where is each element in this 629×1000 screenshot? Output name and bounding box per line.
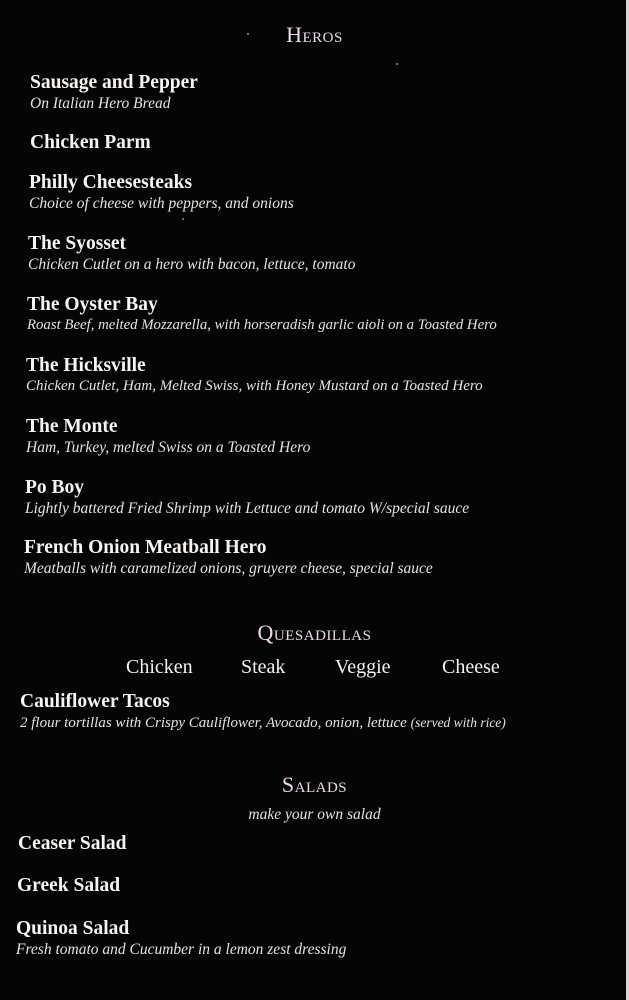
- dust-speck: [182, 218, 184, 220]
- item-name: Philly Cheesesteaks: [29, 172, 193, 193]
- item-name: Greek Salad: [17, 875, 121, 896]
- menu-item-quinoa-salad: [16, 918, 346, 959]
- quesadilla-option: Veggie: [335, 656, 391, 678]
- item-description: Ham, Turkey, melted Swiss on a Toasted Hero: [26, 439, 311, 456]
- menu-item-philly-cheesesteaks: [29, 172, 294, 213]
- item-description: Chicken Cutlet, Ham, Melted Swiss, with Honey Mustard on a Toasted Hero: [26, 378, 483, 394]
- dust-speck: [247, 33, 249, 35]
- item-note: (served with rice): [410, 715, 506, 730]
- quesadilla-options: [0, 656, 629, 682]
- item-name: The Hicksville: [26, 355, 146, 376]
- heros-section-title: Heros: [286, 22, 343, 47]
- menu-item-sausage-and-pepper: [30, 72, 198, 113]
- menu-item-po-boy: [25, 477, 469, 518]
- item-description: Lightly battered Fried Shrimp with Lettuce and tomato W/special sauce: [25, 500, 470, 517]
- quesadillas-section-title: Quesadillas: [257, 620, 372, 645]
- item-name: Chicken Parm: [30, 132, 151, 153]
- menu-item-the-hicksville: [26, 355, 483, 396]
- item-name: Po Boy: [25, 477, 85, 498]
- menu-item-the-oyster-bay: [27, 294, 497, 335]
- menu-item-ceaser-salad: [18, 833, 127, 855]
- item-description: Meatballs with caramelized onions, gruyere cheese, special sauce: [24, 560, 433, 577]
- menu-item-the-syosset: [28, 233, 355, 274]
- item-name: Cauliflower Tacos: [20, 691, 170, 712]
- item-name: Sausage and Pepper: [30, 72, 198, 93]
- menu-item-chicken-parm: [30, 132, 151, 154]
- item-name: Quinoa Salad: [16, 918, 130, 939]
- dust-speck: [396, 63, 398, 65]
- item-description: 2 flour tortillas with Crispy Cauliflower, Avocado, onion, lettuce: [20, 715, 407, 731]
- item-description: Chicken Cutlet on a hero with bacon, lettuce, tomato: [28, 256, 356, 273]
- item-description: On Italian Hero Bread: [30, 95, 171, 112]
- item-description: Choice of cheese with peppers, and onions: [29, 195, 294, 212]
- item-name: The Monte: [26, 416, 118, 437]
- item-name: French Onion Meatball Hero: [24, 537, 267, 558]
- menu-item-greek-salad: [17, 875, 120, 897]
- item-name: Ceaser Salad: [18, 833, 127, 854]
- quesadilla-option: Cheese: [442, 656, 500, 678]
- quesadilla-option: Steak: [241, 656, 286, 678]
- item-description: Fresh tomato and Cucumber in a lemon zest dressing: [16, 941, 347, 958]
- quesadilla-option: Chicken: [126, 656, 193, 678]
- menu-item-the-monte: [26, 416, 310, 457]
- item-name: The Syosset: [28, 233, 127, 254]
- menu-item-cauliflower-tacos: [20, 691, 506, 733]
- item-name: The Oyster Bay: [27, 294, 158, 315]
- salads-subtitle: make your own salad: [248, 806, 381, 823]
- salads-section-title: Salads: [281, 772, 348, 797]
- menu-item-french-onion-meatball-hero: [24, 537, 433, 578]
- item-description: Roast Beef, melted Mozzarella, with horseradish garlic aioli on a Toasted Hero: [27, 317, 497, 333]
